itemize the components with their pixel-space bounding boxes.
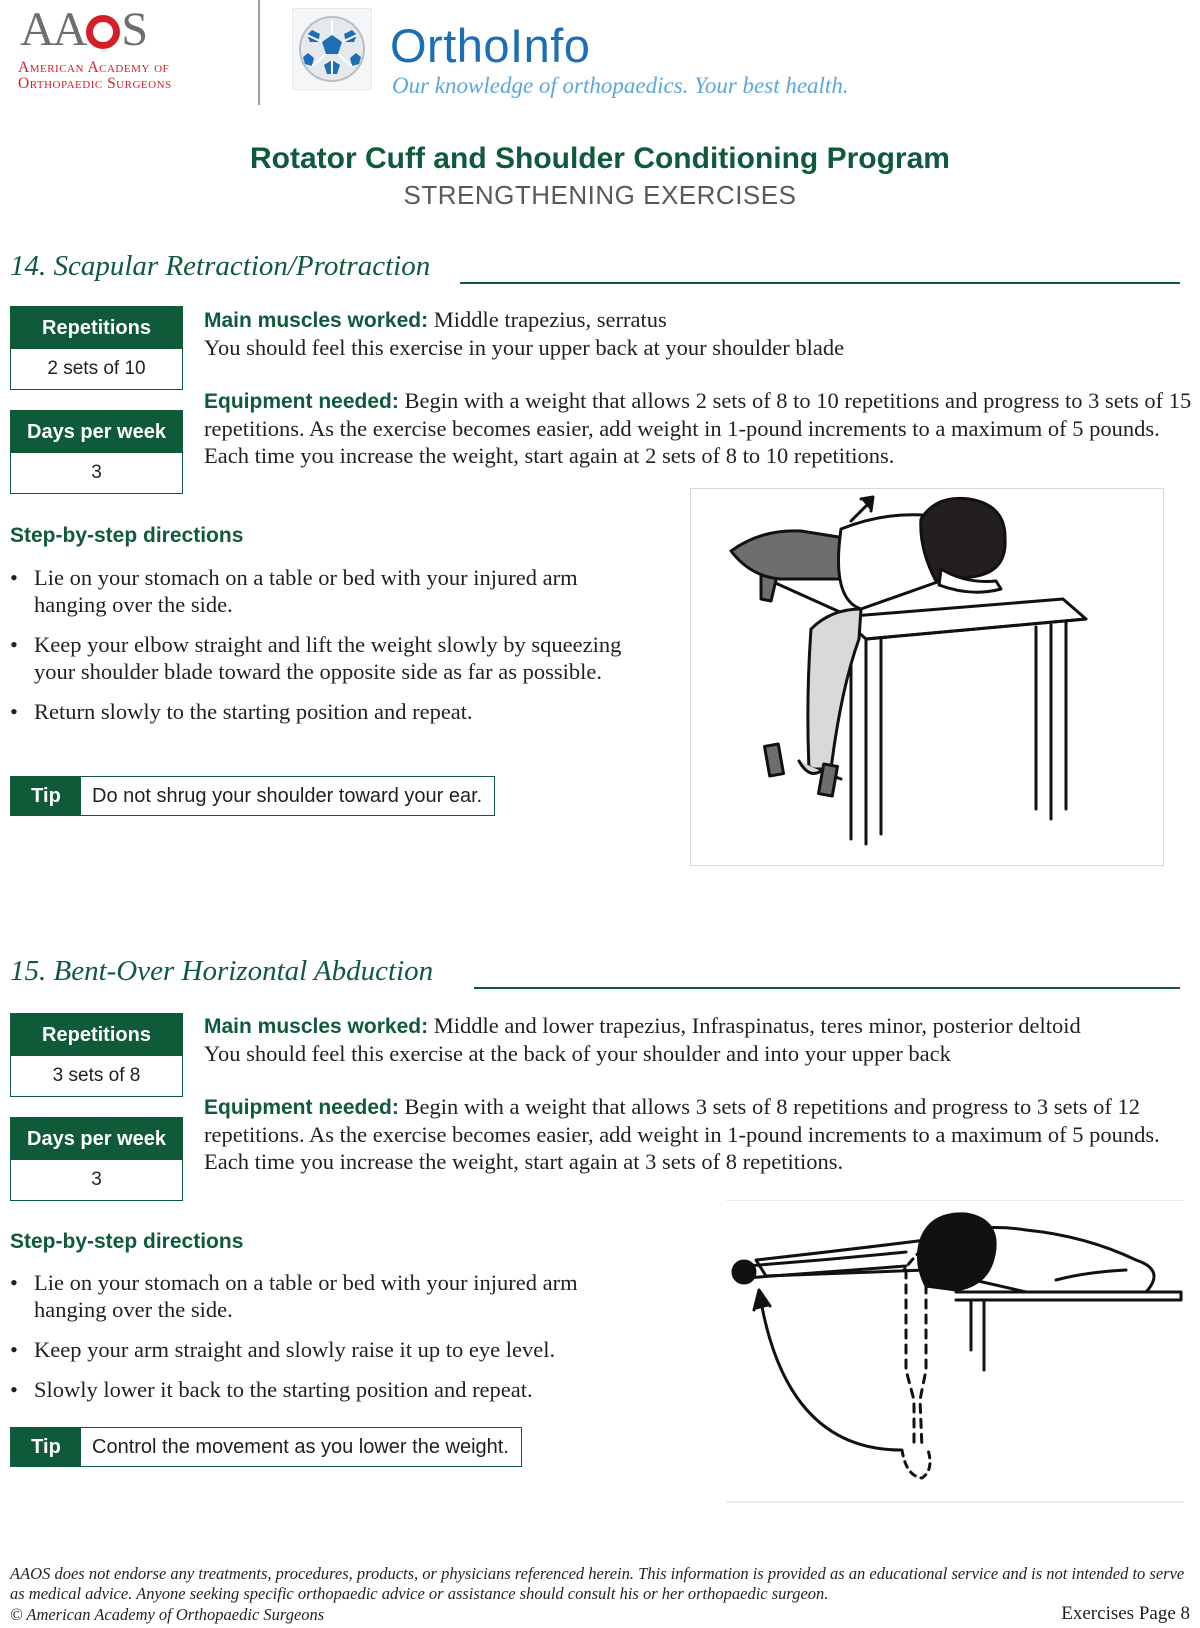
days-per-week-box (10, 410, 183, 494)
directions-list (10, 564, 650, 738)
tip-text: Control the movement as you lower the weight. (92, 1436, 509, 1458)
direction-item: • Keep your arm straight and slowly raise it up to eye level. (10, 1336, 650, 1363)
orthoinfo-tagline: Our knowledge of orthopaedics. Your best health. (392, 73, 849, 98)
days-per-week-value: 3 (91, 1169, 102, 1190)
direction-item: • Slowly lower it back to the starting position and repeat. (10, 1376, 650, 1403)
orthoinfo-title: OrthoInfo (390, 19, 591, 72)
equipment-text: Begin with a weight that allows 2 sets of 8 to 10 repetitions and progress to 3 sets of 15 repetitions. As the exercise becomes easier, add weight in 1-pound increments to a maximum of 5 pounds. Each time you increase the weight, start again at 2 sets of 8 to 10 repetitions. (204, 388, 1192, 468)
direction-item: • Lie on your stomach on a table or bed with your injured arm hanging over the side. (10, 564, 650, 618)
equipment-label: Equipment needed: (204, 1096, 399, 1119)
muscles-worked-paragraph (204, 306, 1194, 361)
direction-item: • Return slowly to the starting position and repeat. (10, 698, 650, 725)
equipment-text: Begin with a weight that allows 3 sets of 8 repetitions and progress to 3 sets of 12 repetitions. As the exercise becomes easier, add weight in 1-pound increments to a maximum of 5 pounds. Each time you increase the weight, start again at 3 sets of 8 repetitions. (204, 1094, 1160, 1174)
aaos-sub-line-1: American Academy of (18, 59, 170, 76)
exercise-15-title-rule (474, 987, 1180, 989)
tip-box (10, 776, 495, 816)
muscles-worked-paragraph (204, 1012, 1194, 1067)
footer-disclaimer: AAOS does not endorse any treatments, procedures, products, or physicians referenced herein. This information is provided as an educational service and is not intended to serve as medical advice. Anyone seeking specific orthopaedic advice or assistance should consult his or her orthopaedic surgeon. (10, 1564, 1185, 1603)
repetitions-value: 3 sets of 8 (52, 1065, 141, 1086)
document-subtitle: STRENGTHENING EXERCISES (403, 180, 797, 210)
repetitions-value: 2 sets of 10 (47, 358, 146, 379)
exercise-14-title-rule (460, 282, 1180, 284)
directions-heading: Step-by-step directions (10, 1230, 244, 1253)
repetitions-box (10, 306, 183, 390)
days-per-week-label: Days per week (11, 411, 182, 453)
document-title: Rotator Cuff and Shoulder Conditioning Program (250, 142, 950, 175)
equipment-paragraph (204, 1093, 1194, 1175)
orthoinfo-ball-icon (292, 8, 372, 90)
header-divider (258, 0, 260, 105)
days-per-week-value: 3 (91, 462, 102, 483)
muscles-label: Main muscles worked: (204, 1015, 429, 1038)
equipment-label: Equipment needed: (204, 390, 399, 413)
feel-text: You should feel this exercise in your upper back at your shoulder blade (204, 335, 845, 360)
aaos-sub-line-2: Orthopaedic Surgeons (18, 75, 172, 92)
tip-label: Tip (11, 1428, 81, 1466)
days-per-week-label: Days per week (11, 1118, 182, 1160)
tip-box (10, 1427, 522, 1467)
repetitions-box (10, 1013, 183, 1097)
direction-item: • Keep your elbow straight and lift the weight slowly by squeezing your shoulder blade toward the opposite side as far as possible. (10, 631, 650, 685)
exercise-15-title: 15. Bent-Over Horizontal Abduction (10, 955, 434, 987)
days-per-week-box (10, 1117, 183, 1201)
footer-copyright: © American Academy of Orthopaedic Surgeons (10, 1605, 325, 1624)
direction-item: • Lie on your stomach on a table or bed with your injured arm hanging over the side. (10, 1269, 650, 1323)
repetitions-label: Repetitions (11, 1014, 182, 1056)
muscles-text: Middle trapezius, serratus (433, 307, 667, 332)
footer-page-label: Exercises Page 8 (1061, 1603, 1190, 1624)
aaos-logo-subtitle (18, 60, 172, 92)
bent-over-abduction-illustration (726, 1200, 1184, 1506)
muscles-label: Main muscles worked: (204, 309, 429, 332)
scapular-retraction-illustration (690, 488, 1164, 866)
tip-label: Tip (11, 777, 81, 815)
exercise-14-title: 14. Scapular Retraction/Protraction (10, 250, 431, 282)
directions-list (10, 1269, 650, 1416)
aaos-logo: AA S (20, 3, 147, 56)
tip-text: Do not shrug your shoulder toward your ear. (92, 785, 483, 807)
feel-text: You should feel this exercise at the back of your shoulder and into your upper back (204, 1041, 951, 1066)
aaos-logo-ring-icon (86, 15, 120, 49)
equipment-paragraph (204, 387, 1194, 469)
muscles-text: Middle and lower trapezius, Infraspinatus, teres minor, posterior deltoid (433, 1013, 1081, 1038)
repetitions-label: Repetitions (11, 307, 182, 349)
directions-heading: Step-by-step directions (10, 524, 244, 547)
